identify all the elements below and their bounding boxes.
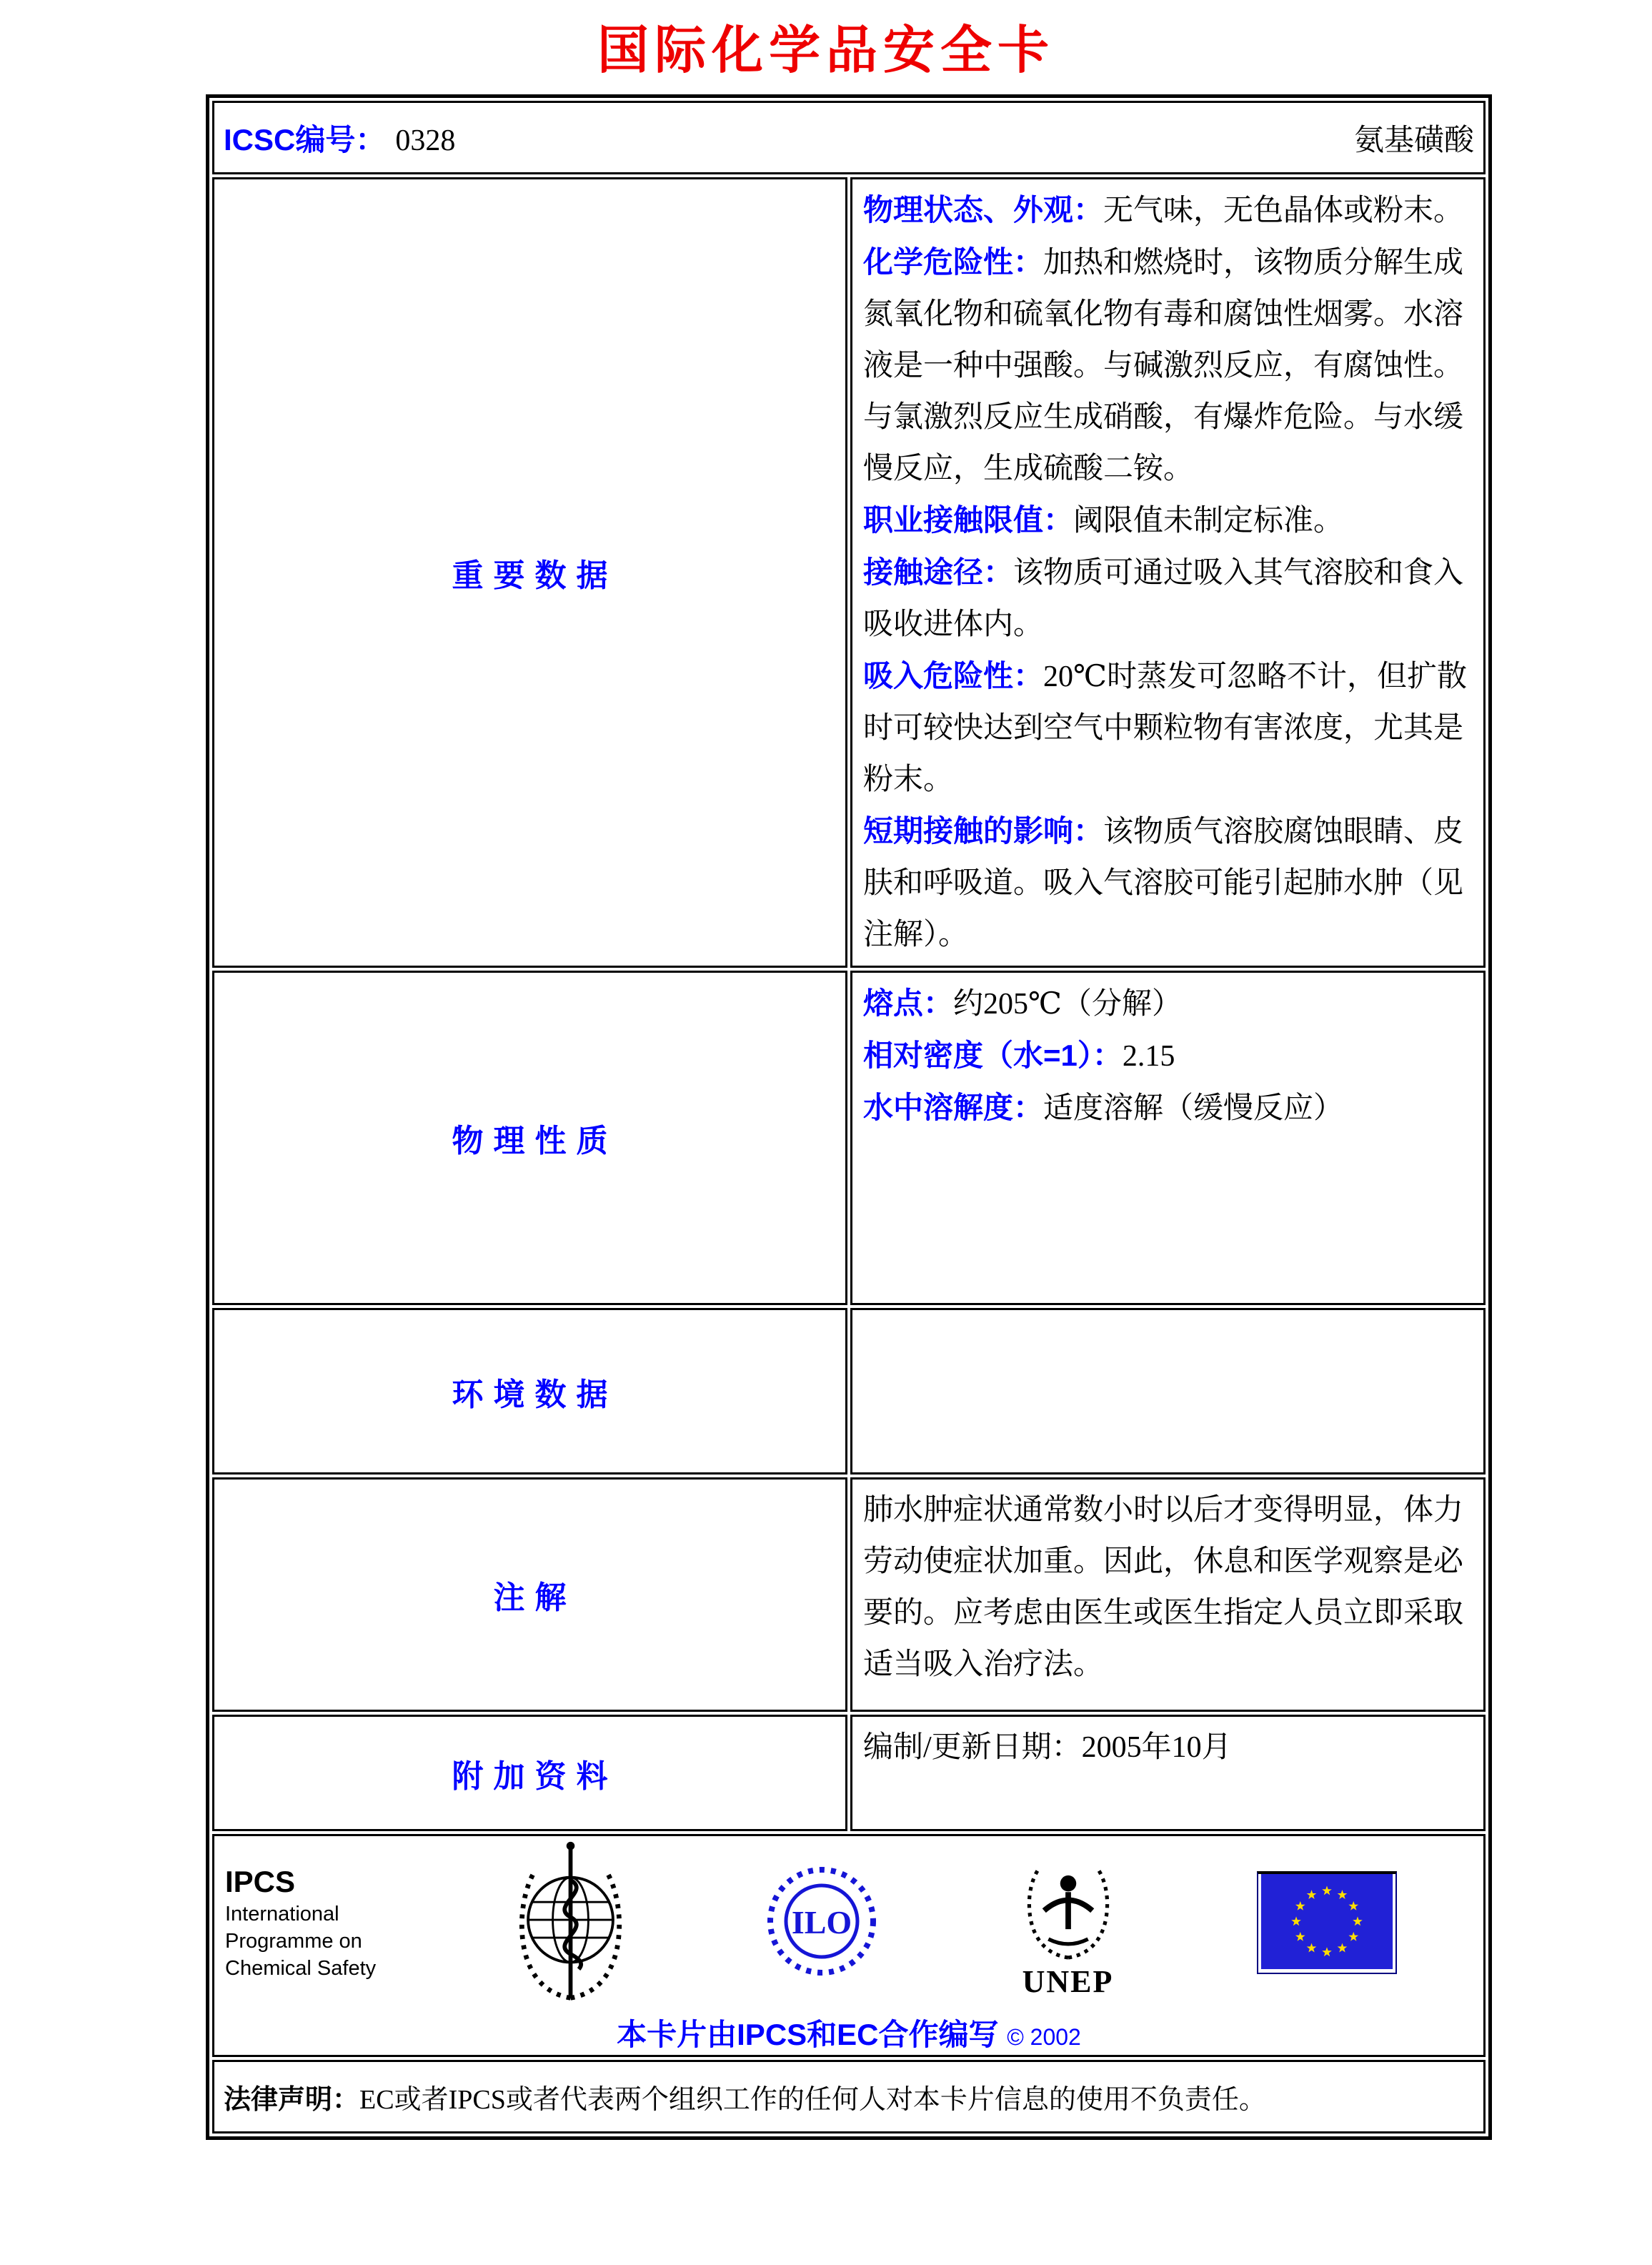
item-text: 20℃时蒸发可忽略不计，但扩散时可较快达到空气中颗粒物有害浓度，尤其是粉末。: [863, 660, 1467, 796]
notes-content: 肺水肿症状通常数小时以后才变得明显，体力劳动使症状加重。因此，休息和医学观察是必要的。应考虑由医生或医生指定人员立即采取适当吸入治疗法。: [863, 1494, 1464, 1681]
row-important-data: [212, 177, 1486, 968]
update-date-value: 2005年10月: [1081, 1731, 1232, 1764]
item-text: 约205℃（分解）: [953, 988, 1182, 1021]
row-label-additional-info: 附加资料: [212, 1715, 847, 1831]
header-cell: [212, 101, 1486, 174]
ipcs-text-block: [225, 1863, 376, 1982]
item-text: 该物质气溶胶腐蚀眼睛、皮肤和呼吸道。吸入气溶胶可能引起肺水肿（见注解）。: [863, 816, 1464, 951]
row-label-notes: 注解: [212, 1477, 847, 1712]
logos-strip: [215, 1837, 1483, 2001]
environmental-data-cell: [850, 1308, 1486, 1475]
legal-label: 法律声明：: [224, 2085, 360, 2115]
icsc-card-table: [206, 94, 1492, 2140]
ilo-letters: ILO: [791, 1903, 852, 1941]
legal-cell: [212, 2060, 1486, 2133]
unep-logo-block: [1015, 1848, 1122, 1998]
caption-text: 本卡片由IPCS和EC合作编写: [617, 2018, 999, 2051]
item-text: 适度溶解（缓慢反应）: [1043, 1092, 1344, 1125]
important-item: [863, 806, 1473, 961]
row-environmental-data: [212, 1308, 1486, 1475]
header-row: [212, 101, 1486, 174]
row-logos: [212, 1834, 1486, 2057]
logos-cell: [212, 1834, 1486, 2057]
chemical-name: 氨基磺酸: [1353, 124, 1474, 157]
important-item: [863, 184, 1473, 237]
page-title: 国际化学品安全卡: [597, 22, 1055, 79]
physical-properties-cell: [850, 971, 1486, 1305]
ipcs-subtitle-line: Chemical Safety: [225, 1957, 377, 1980]
important-data-cell: [850, 177, 1486, 968]
environmental-data-content: [853, 1311, 1483, 1319]
row-label-environmental-data: 环境数据: [212, 1308, 847, 1475]
physical-properties-content: [853, 973, 1483, 1139]
icsc-number-value: 0328: [395, 124, 456, 157]
unep-logo-icon: [1015, 1848, 1122, 1966]
ipcs-title: IPCS: [225, 1865, 296, 1898]
unep-label: UNEP: [1022, 1963, 1114, 1999]
item-label: 水中溶解度：: [863, 1091, 1044, 1124]
legal-text: EC或者IPCS或者代表两个组织工作的任何人对本卡片信息的使用不负责任。: [359, 2085, 1266, 2115]
ipcs-subtitle-line: International: [225, 1903, 339, 1926]
additional-info-line: [863, 1722, 1473, 1773]
item-text: 2.15: [1122, 1040, 1175, 1073]
item-label: 物理状态、外观：: [863, 193, 1104, 227]
physical-item: [863, 978, 1473, 1030]
item-text: 加热和燃烧时，该物质分解生成氮氧化物和硫氧化物有毒和腐蚀性烟雾。水溶液是一种中强酸。与碱激烈反应，有腐蚀性。与氯激烈反应生成硝酸，有爆炸危险。与水缓慢反应，生成硫酸二铵。: [863, 247, 1464, 485]
item-label: 化学危险性：: [863, 245, 1044, 279]
item-text: 阈限值未制定标准。: [1073, 505, 1344, 537]
notes-cell: [850, 1477, 1486, 1712]
additional-info-content: [853, 1718, 1483, 1778]
ipcs-subtitle-line: Programme on: [225, 1930, 362, 1953]
ilo-logo-icon: [765, 1864, 879, 1982]
legal-line: [215, 2077, 1483, 2116]
important-item: [863, 650, 1473, 806]
who-logo-icon: [512, 1839, 630, 2007]
item-label: 接触途径：: [863, 555, 1014, 589]
item-label: 熔点：: [863, 986, 954, 1020]
row-physical-properties: [212, 971, 1486, 1305]
important-item: [863, 547, 1473, 650]
item-label: 短期接触的影响：: [863, 814, 1104, 848]
item-label: 职业接触限值：: [863, 503, 1074, 537]
item-label: 相对密度（水=1）：: [863, 1039, 1123, 1072]
item-text: 无气味，无色晶体或粉末。: [1103, 194, 1464, 227]
row-additional-info: [212, 1715, 1486, 1831]
additional-info-cell: [850, 1715, 1486, 1831]
item-text: 该物质可通过吸入其气溶胶和食入吸收进体内。: [863, 557, 1464, 641]
icsc-number-label: ICSC编号：: [224, 122, 386, 157]
update-date-label: 编制/更新日期：: [863, 1731, 1082, 1764]
physical-item: [863, 1082, 1473, 1134]
item-label: 吸入危险性：: [863, 659, 1044, 693]
eu-flag-icon: [1257, 1871, 1397, 1974]
important-item: [863, 495, 1473, 547]
copyright-text: © 2002: [1007, 2024, 1081, 2050]
row-legal: [212, 2060, 1486, 2133]
physical-item: [863, 1030, 1473, 1082]
important-item: [863, 237, 1473, 495]
important-data-content: [853, 180, 1483, 965]
row-label-physical-properties: 物理性质: [212, 971, 847, 1305]
row-label-important-data: 重要数据: [212, 177, 847, 968]
cooperation-caption: [215, 2011, 1483, 2054]
row-notes: [212, 1477, 1486, 1712]
icsc-number-group: [224, 117, 455, 159]
